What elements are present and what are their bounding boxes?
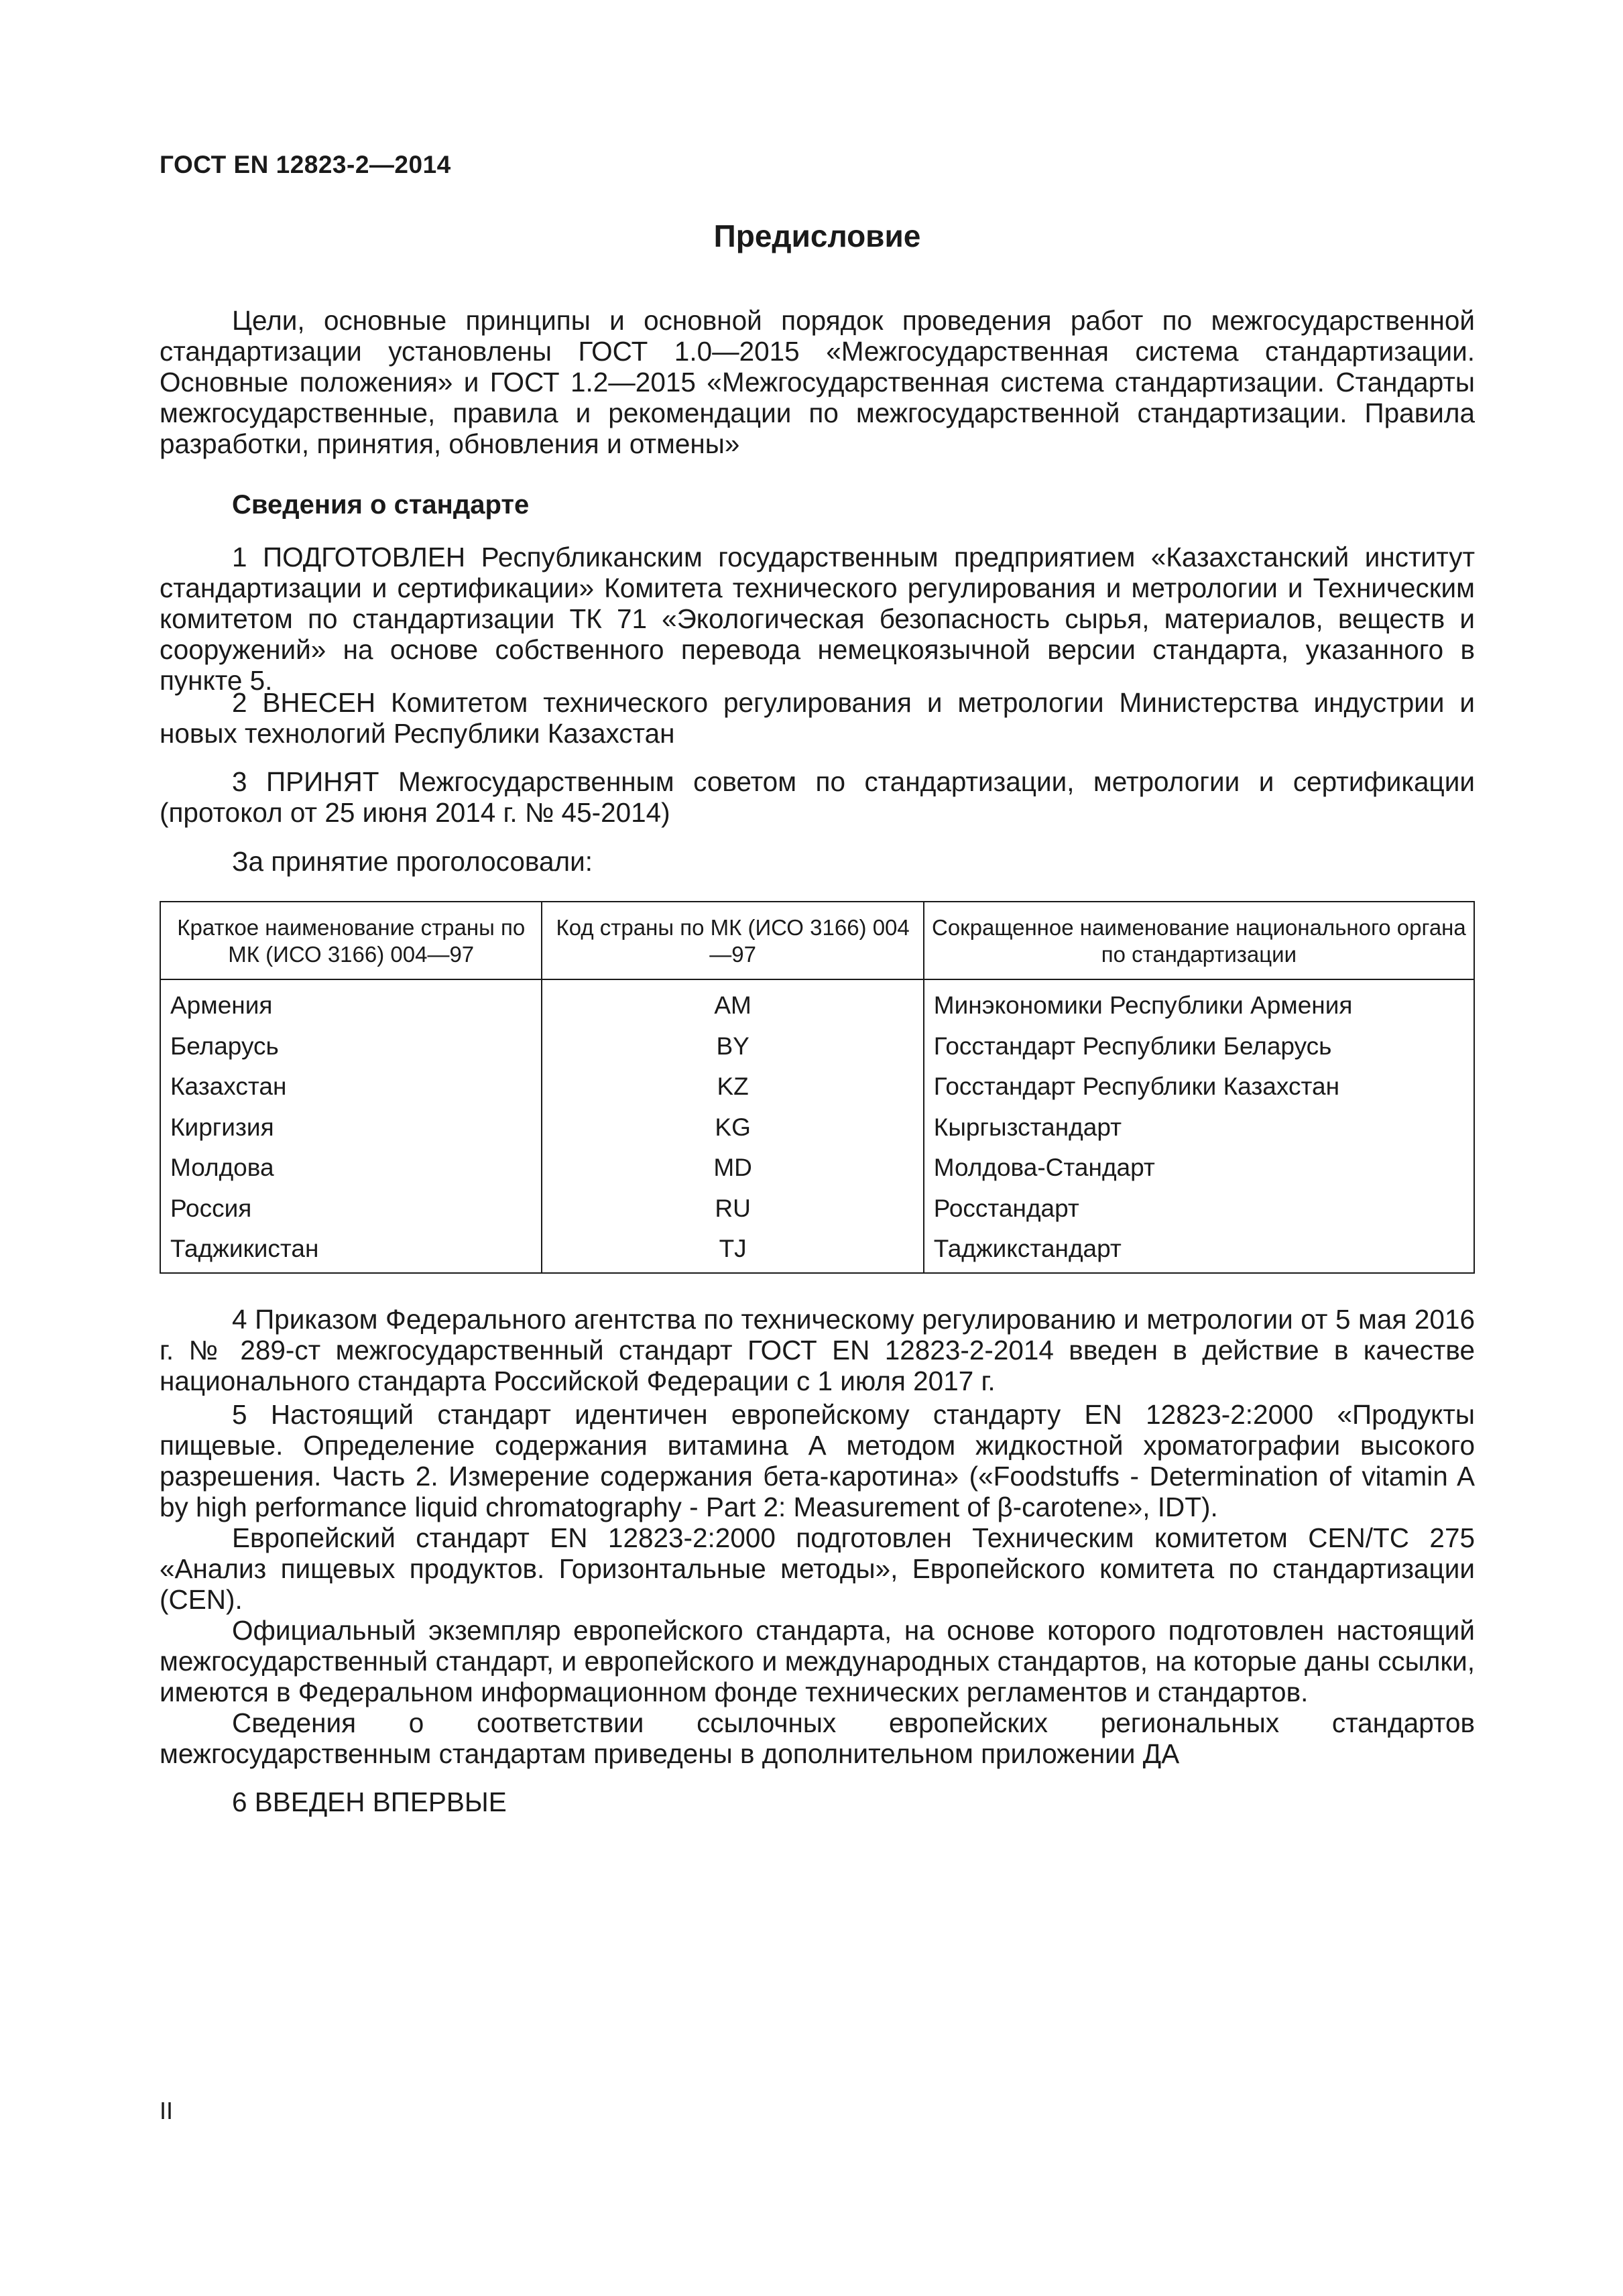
item-3: 3 ПРИНЯТ Межгосударственным советом по стандартизации, метрологии и сертификации (протокол от 25 июня 2014 г. № 45-2014) [160,766,1475,828]
table-header-row [160,902,1474,979]
page-number: II [160,2097,174,2124]
item-6: 6 ВВЕДЕН ВПЕРВЫЕ [232,1787,507,1817]
cell-body: Госстандарт Республики Казахстан [924,1067,1474,1107]
item-5-paragraph-4: Сведения о соответствии ссылочных европейских региональных стандартов межгосударственным стандартам приведены в дополнительном приложении ДА [160,1707,1475,1769]
intro-block [160,305,1475,459]
table-row [160,1067,1474,1107]
cell-country: Киргизия [160,1107,542,1148]
cell-code: KG [542,1107,923,1148]
cell-code: AM [542,979,923,1026]
item2-block [160,687,1475,749]
item-5-paragraph-3: Официальный экземпляр европейского стандарта, на основе которого подготовлен настоящий межгосударственный стандарт, и европейского и международных стандартов, на которые даны ссылки, имеются в Федеральном информационном фонде технических регламентов и стандартов. [160,1615,1475,1707]
cell-body: Госстандарт Республики Беларусь [924,1026,1474,1067]
table-row [160,1107,1474,1148]
document-code: ГОСТ EN 12823-2—2014 [160,151,451,178]
table-row [160,979,1474,1026]
cell-body: Кыргызстандарт [924,1107,1474,1148]
cell-code: BY [542,1026,923,1067]
cell-body: Минэкономики Республики Армения [924,979,1474,1026]
cell-country: Беларусь [160,1026,542,1067]
cell-body: Таджикстандарт [924,1229,1474,1273]
item-4: 4 Приказом Федерального агентства по техническому регулированию и метрологии от 5 мая 2016 г. № 289-ст межгосударственный стандарт ГОСТ EN 12823-2-2014 введен в действие в качестве национального стандарта Российской Федерации с 1 июля 2017 г. [160,1304,1475,1396]
item-5-paragraph-2: Европейский стандарт EN 12823-2:2000 подготовлен Техническим комитетом CEN/TC 275 «Анализ пищевых продуктов. Горизонтальные методы», Европейского комитета по стандартизации (CEN). [160,1522,1475,1615]
page-title: Предисловие [713,219,921,253]
item4-block [160,1304,1475,1396]
cell-code: KZ [542,1067,923,1107]
item-5: 5 Настоящий стандарт идентичен европейскому стандарту EN 12823-2:2000 «Продукты пищевые. Определение содержания витамина А методом жидкостной хроматографии высокого разрешения. Часть 2. Измерение содержания бета-каротина» («Foodstuffs - Determination of vitamin A by high performance liquid chromatography - Part 2: Measurement of β-carotene», IDT). [160,1399,1475,1522]
info-heading: Сведения о стандарте [232,490,530,520]
cell-country: Таджикистан [160,1229,542,1273]
cell-country: Молдова [160,1148,542,1189]
voting-table [160,901,1475,1274]
header-body: Сокращенное наименование национального органа по стандартизации [924,902,1474,979]
table-row [160,1229,1474,1273]
table-row [160,1026,1474,1067]
item6-block [160,1787,1475,1817]
cell-country: Армения [160,979,542,1026]
info-heading-block [160,489,1475,520]
table-row [160,1189,1474,1229]
item-2: 2 ВНЕСЕН Комитетом технического регулирования и метрологии Министерства индустрии и новых технологий Республики Казахстан [160,687,1475,749]
cell-body: Росстандарт [924,1189,1474,1229]
item-1: 1 ПОДГОТОВЛЕН Республиканским государственным предприятием «Казахстанский институт стандартизации и сертификации» Комитета технического регулирования и метрологии и Техническим комитетом по стандартизации ТК 71 «Экологическая безопасность сырья, материалов, веществ и сооружений» на основе собственного перевода немецкоязычной версии стандарта, указанного в пункте 5. [160,542,1475,696]
cell-code: RU [542,1189,923,1229]
item3-block [160,766,1475,828]
cell-body: Молдова-Стандарт [924,1148,1474,1189]
cell-code: TJ [542,1229,923,1273]
voted-label: За принятие проголосовали: [232,846,593,877]
header-code: Код страны по МК (ИСО 3166) 004—97 [542,902,923,979]
item1-block [160,542,1475,696]
cell-country: Россия [160,1189,542,1229]
table-row [160,1148,1474,1189]
cell-country: Казахстан [160,1067,542,1107]
header-country: Краткое наименование страны по МК (ИСО 3166) 004—97 [160,902,542,979]
intro-paragraph: Цели, основные принципы и основной порядок проведения работ по межгосударственной стандартизации установлены ГОСТ 1.0—2015 «Межгосударственная система стандартизации. Основные положения» и ГОСТ 1.2—2015 «Межгосударственная система стандартизации. Стандарты межгосударственные, правила и рекомендации по межгосударственной стандартизации. Правила разработки, принятия, обновления и отмены» [160,305,1475,459]
item5-block [160,1399,1475,1769]
voted-label-block [160,846,1475,877]
cell-code: MD [542,1148,923,1189]
